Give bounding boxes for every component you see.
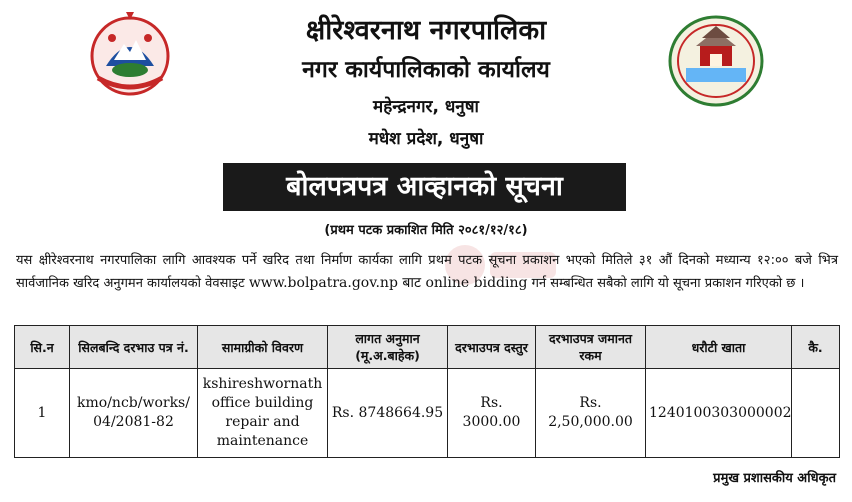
cell-description: kshireshwornath office building repair and maintenance (198, 369, 328, 458)
header-bid-security: दरभाउपत्र जमानत रकम (536, 326, 646, 369)
bolpatra-url: www.bolpatra.gov.np बाट online bidding (248, 275, 528, 291)
cell-bid-fee: Rs. 3000.00 (448, 369, 536, 458)
notice-title: बोलपत्रपत्र आव्हानको सूचना (223, 163, 626, 211)
publish-date: (प्रथम पटक प्रकाशित मिति २०८१/१२/१८) (324, 223, 528, 238)
table-row (15, 369, 840, 458)
header-bid-fee: दरभाउपत्र दस्तुर (448, 326, 536, 369)
cell-cost-estimate: Rs. 8748664.95 (328, 369, 448, 458)
office-location: महेन्द्रनगर, धनुषा (373, 97, 479, 117)
cell-remarks (792, 369, 840, 458)
header-deposit-account: धरौटी खाता (646, 326, 792, 369)
notice-body-text-2: गर्न सम्बन्धित सबैको लागि यो सूचना प्रकाशन गरिएको छ । (527, 276, 805, 291)
signatory-title: प्रमुख प्रशासकीय अधिकृत (713, 471, 836, 486)
header-remarks: कै. (792, 326, 840, 369)
header-cost-estimate: लागत अनुमान (मू.अ.बाहेक) (328, 326, 448, 369)
cell-deposit-account: 1240100303000002 (646, 369, 792, 458)
notice-body-text-1: यस क्षीरेश्वरनाथ नगरपालिका लागि आवश्यक पर्ने खरिद तथा निर्माण कार्यका लागि प्रथम पटक सूचना प्रकाशन भएको मितिले ३१ औं दिनको मध्यान्य १२:०० बजे भित्र सार्वजानिक खरिद अनुगमन कार्यालयको वेवसाइट (16, 253, 838, 291)
notice-body (16, 249, 838, 295)
office-name: नगर कार्यपालिकाको कार्यालय (302, 57, 550, 83)
header-bid-number: सिलबन्दि दरभाउ पत्र नं. (70, 326, 198, 369)
office-province: मधेश प्रदेश, धनुषा (368, 129, 484, 149)
cell-bid-number: kmo/ncb/works/ 04/2081-82 (70, 369, 198, 458)
municipality-name: क्षीरेश्वरनाथ नगरपालिका (305, 15, 547, 46)
cell-sn: 1 (15, 369, 70, 458)
cell-bid-security: Rs. 2,50,000.00 (536, 369, 646, 458)
bid-table (14, 325, 840, 458)
header-description: सामाग्रीको विवरण (198, 326, 328, 369)
header-sn: सि.न (15, 326, 70, 369)
table-header-row (15, 326, 840, 369)
